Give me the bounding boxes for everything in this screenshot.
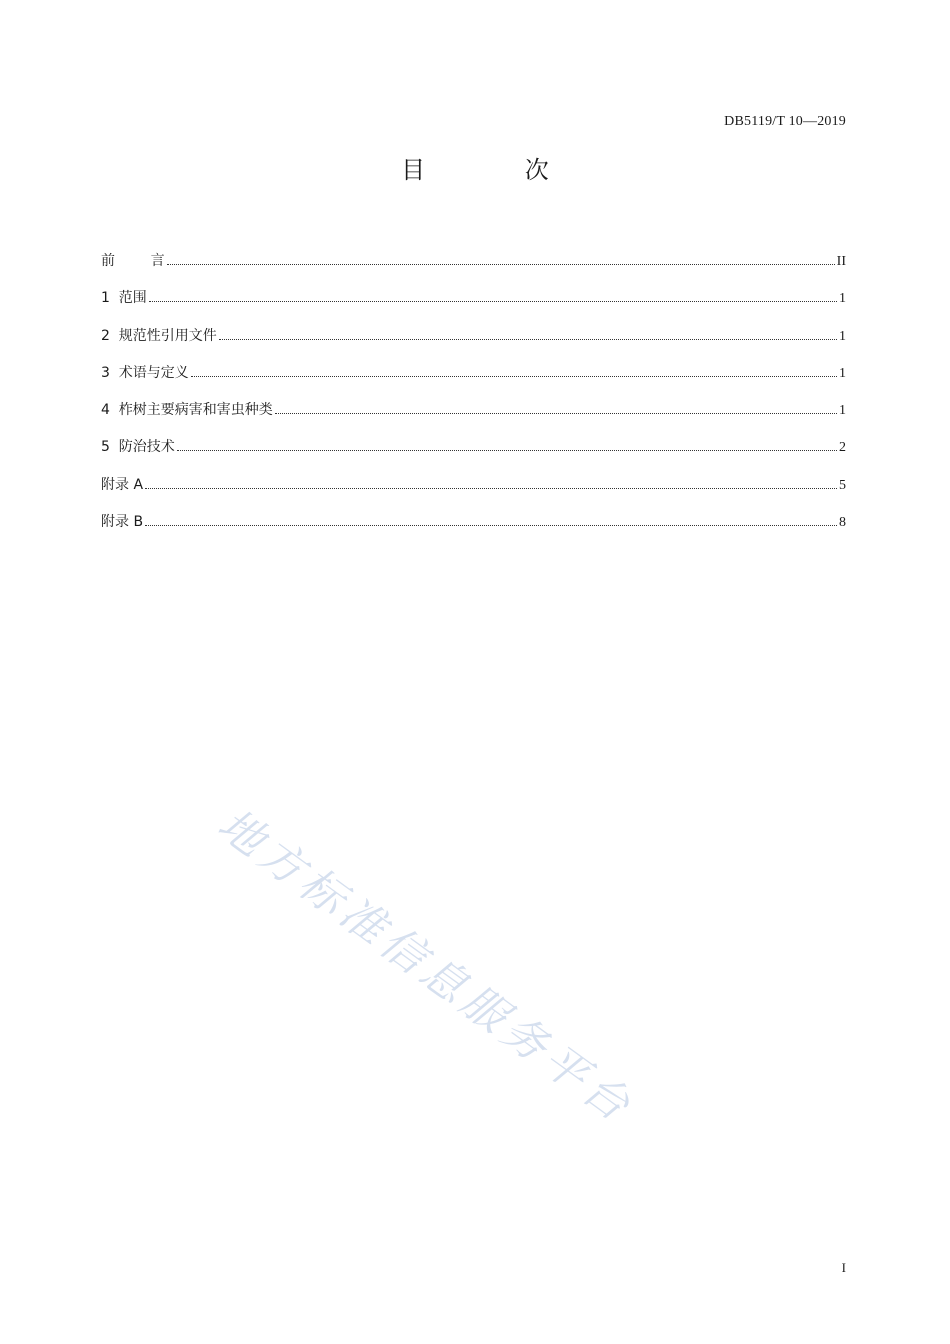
toc-entry-label: 5 防治技术 [101,439,175,456]
toc-entry-label: 1 范围 [101,290,147,307]
toc-entry-page: 1 [839,365,846,381]
toc-entry-scope[interactable] [101,287,846,324]
toc-entry-label: 附录 A [101,476,144,493]
toc-leader-dots [177,450,837,451]
toc-leader-dots [167,264,835,265]
toc-entry-control-techniques[interactable] [101,436,846,473]
toc-entry-foreword[interactable] [101,250,846,287]
toc-leader-dots [149,301,837,302]
toc-entry-label: 前 言 [101,253,165,269]
toc-entry-label: 2 规范性引用文件 [101,327,217,344]
table-of-contents [101,250,846,548]
toc-entry-terms-definitions[interactable] [101,362,846,399]
toc-leader-dots [219,339,837,340]
toc-entry-normative-references[interactable] [101,325,846,362]
toc-entry-label: 3 术语与定义 [101,364,189,381]
toc-entry-page: II [836,254,846,269]
toc-leader-dots [145,488,837,489]
page-title: 目 次 [401,156,595,184]
toc-leader-dots [145,525,837,526]
toc-entry-appendix-b[interactable] [101,511,846,548]
toc-entry-label: 附录 B [101,514,144,531]
watermark: 地方标准信息服务平台 [208,798,644,1135]
toc-entry-page: 1 [839,291,846,307]
toc-leader-dots [275,413,837,414]
toc-entry-appendix-a[interactable] [101,474,846,511]
toc-entry-page: 8 [839,515,846,531]
toc-entry-page: 5 [839,477,846,493]
toc-entry-page: 1 [839,403,846,419]
toc-entry-label: 4 柞树主要病害和害虫种类 [101,402,273,419]
page-number: I [841,1260,846,1275]
toc-entry-page: 1 [839,328,846,344]
toc-leader-dots [191,376,837,377]
toc-entry-page: 2 [839,440,846,456]
document-code: DB5119/T 10—2019 [724,114,846,129]
toc-entry-diseases-pests[interactable] [101,399,846,436]
